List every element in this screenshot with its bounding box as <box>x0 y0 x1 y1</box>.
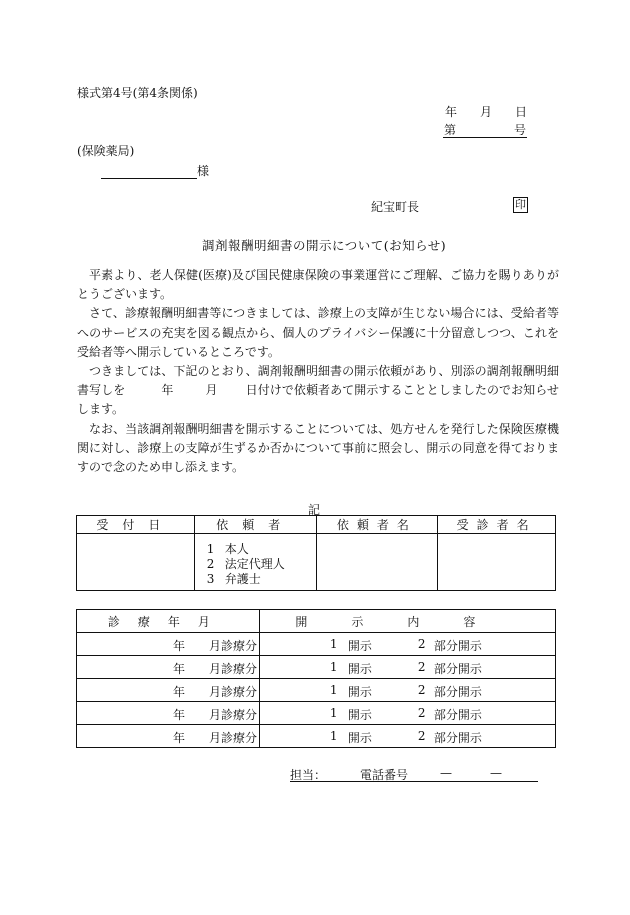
form-number: 様式第4号(第4条関係) <box>77 86 198 100</box>
paragraph-3 <box>77 362 559 420</box>
requester-option: 3 弁護士 <box>206 572 261 586</box>
date-day: 日 <box>515 105 528 119</box>
phone-dash-1: — <box>440 766 452 780</box>
paragraph-3-month: 月 <box>205 383 218 398</box>
document-title: 調剤報酬明細書の開示について(お知らせ) <box>202 238 447 253</box>
disclosure-choice-cell[interactable]: 1 開示 2 部分開示 <box>259 679 555 702</box>
disclosure-row <box>77 633 556 656</box>
disclosure-row <box>77 725 556 748</box>
header-treatment-month: 診療年月 <box>77 610 260 633</box>
patient-name-cell[interactable] <box>438 534 556 591</box>
header-requester: 依頼者 <box>194 516 316 534</box>
treatment-month-cell[interactable]: 年 月診療分 <box>77 679 260 702</box>
body-text <box>77 266 559 477</box>
contact-person-label: 担当： <box>290 768 327 782</box>
paragraph-2: さて、診療報酬明細書等につきましては、診療上の支障が生じない場合には、受給者等へのサービスの充実を図る観点から、個人のプライバシー保護に十分留意しつつ、これを受給者等へ開示しているところです。 <box>77 306 559 359</box>
number-prefix: 第 <box>444 123 457 137</box>
disclosure-row <box>77 702 556 725</box>
number-suffix: 号 <box>514 123 527 137</box>
request-table-row <box>77 534 556 591</box>
requester-cell[interactable] <box>194 534 316 591</box>
disclosure-choice-cell[interactable]: 1 開示 2 部分開示 <box>259 633 555 656</box>
paragraph-3-part-a: つきましては、下記のとおり、調剤報酬明細書の開示依頼があり、別添の調剤報酬明細書写しを <box>77 364 559 398</box>
addressee-name-field[interactable] <box>101 164 197 179</box>
requester-name-cell[interactable] <box>316 534 438 591</box>
date-month: 月 <box>480 105 493 119</box>
requester-option: 2 法定代理人 <box>206 557 285 571</box>
disclosure-choice-cell[interactable]: 1 開示 2 部分開示 <box>259 702 555 725</box>
phone-label: 電話番号 <box>360 768 409 782</box>
header-requester-name: 依頼者名 <box>316 516 438 534</box>
disclosure-choice-cell[interactable]: 1 開示 2 部分開示 <box>259 725 555 748</box>
document-number <box>443 121 527 138</box>
ki-heading: 記 <box>308 503 321 517</box>
paragraph-3-year: 年 <box>161 383 174 398</box>
reception-date-cell[interactable] <box>77 534 195 591</box>
header-reception-date: 受付日 <box>77 516 195 534</box>
treatment-month-cell[interactable]: 年 月診療分 <box>77 633 260 656</box>
treatment-month-cell[interactable]: 年 月診療分 <box>77 725 260 748</box>
treatment-month-cell[interactable]: 年 月診療分 <box>77 702 260 725</box>
requester-option: 1 本人 <box>206 542 249 556</box>
issuer-name: 紀宝町長 <box>371 200 420 214</box>
disclosure-table <box>76 609 556 748</box>
request-table-header <box>77 516 556 534</box>
paragraph-3-part-b: 日付けで依頼者あて開示することとしましたのでお知らせします。 <box>77 383 559 417</box>
header-patient-name: 受診者名 <box>438 516 556 534</box>
paragraph-4: なお、当該調剤報酬明細書を開示することについては、処方せんを発行した保険医療機関に対し、診療上の支障が生ずるか否かについて事前に照会し、開示の同意を得ておりますので念のため申し添えます。 <box>77 421 559 475</box>
phone-dash-2: — <box>490 766 502 780</box>
seal-mark: 印 <box>515 198 526 211</box>
disclosure-row <box>77 656 556 679</box>
treatment-month-cell[interactable]: 年 月診療分 <box>77 656 260 679</box>
disclosure-row <box>77 679 556 702</box>
addressee-honorific: 様 <box>197 164 210 178</box>
disclosure-table-header <box>77 610 556 633</box>
paragraph-1: 平素より、老人保健(医療)及び国民健康保険の事業運営にご理解、ご協力を賜りありがとうございます。 <box>77 268 559 302</box>
request-table <box>76 515 556 591</box>
recipient-organization: (保険薬局) <box>77 144 135 158</box>
header-disclosure-content: 開示内容 <box>259 610 555 633</box>
contact-line <box>290 766 538 782</box>
date-year: 年 <box>445 105 458 119</box>
disclosure-choice-cell[interactable]: 1 開示 2 部分開示 <box>259 656 555 679</box>
